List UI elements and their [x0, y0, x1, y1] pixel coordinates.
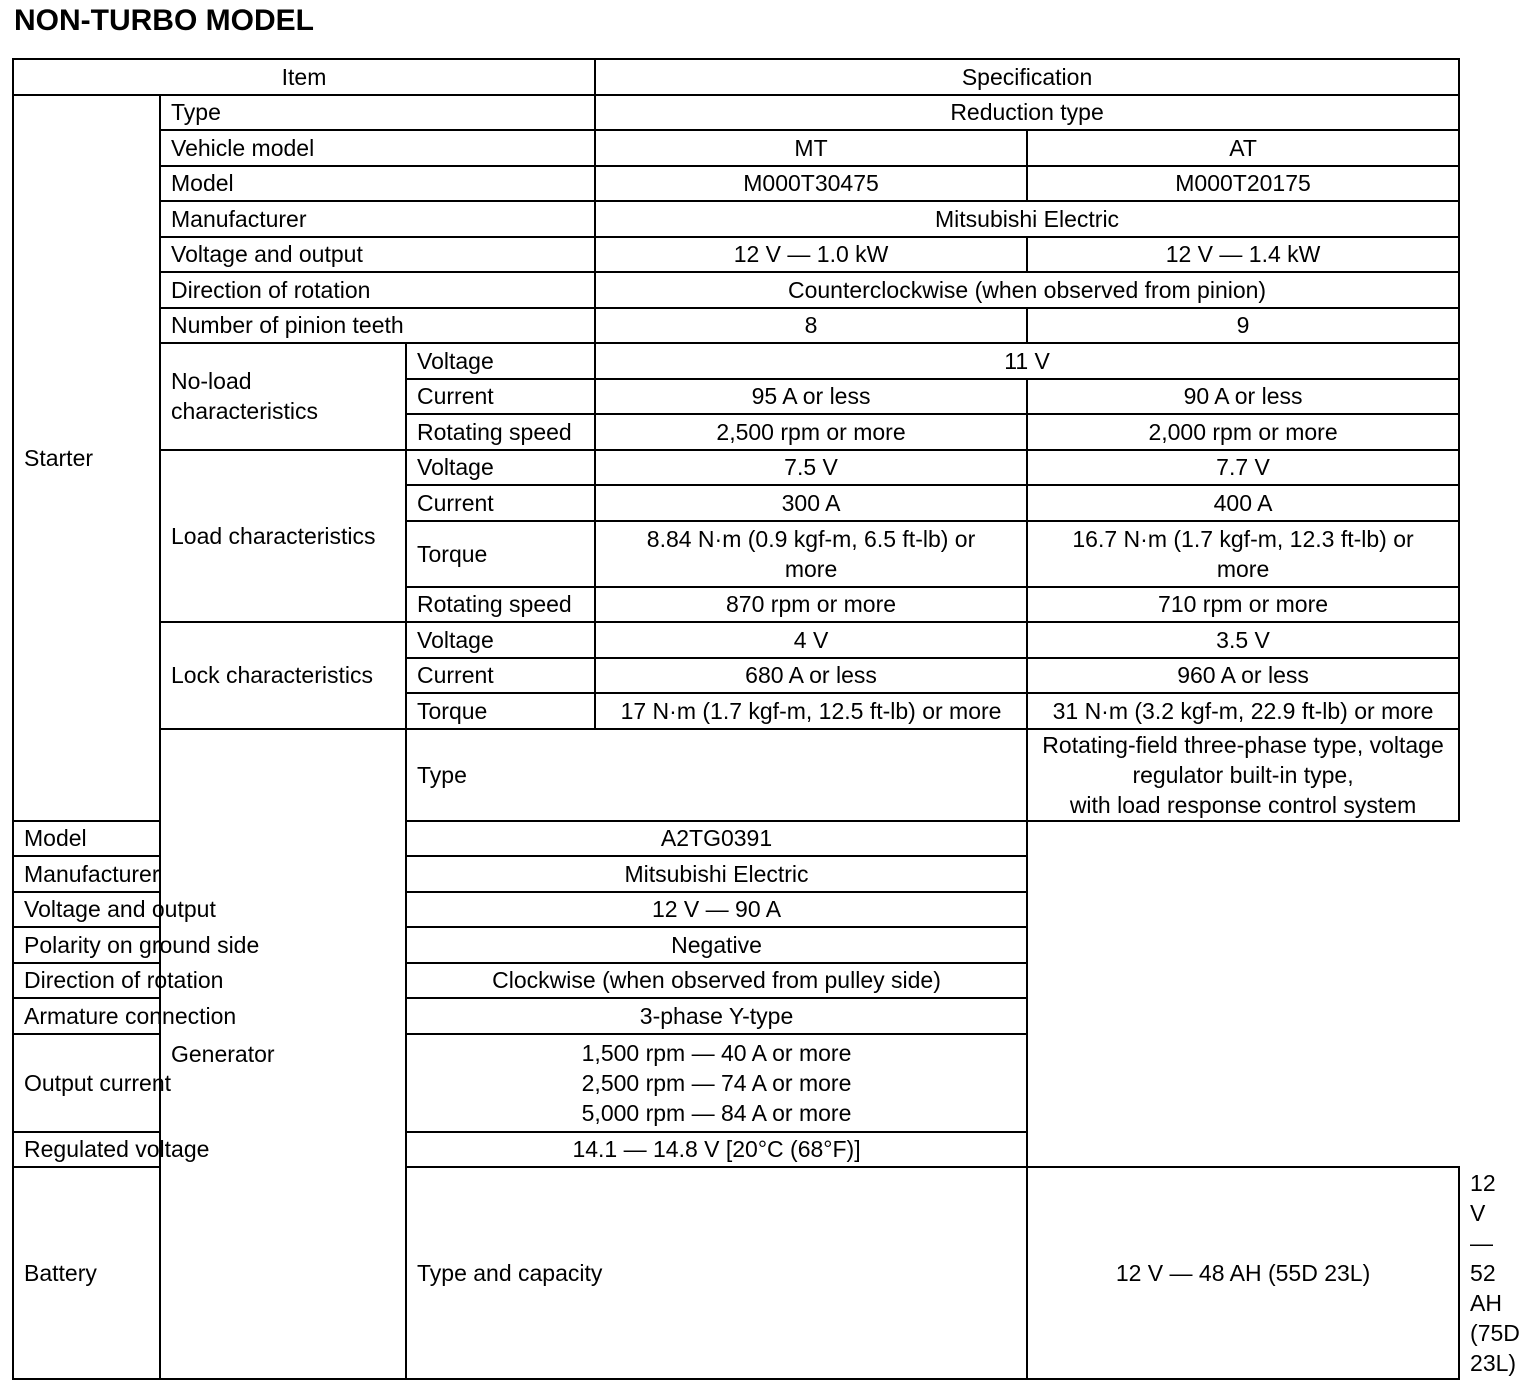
value-line: Rotating-field three-phase type, voltage regulator built-in type, — [1042, 731, 1444, 788]
spec-value-mt: 300 A — [595, 485, 1027, 521]
spec-value-mt: 8 — [595, 308, 1027, 344]
group-load: Load characteristics — [160, 450, 406, 623]
section-starter: Starter — [13, 95, 160, 821]
section-generator: Generator — [160, 729, 406, 1380]
row-label: Voltage — [406, 622, 595, 658]
spec-value: Reduction type — [595, 95, 1459, 131]
spec-value-mt: 870 rpm or more — [595, 587, 1027, 623]
row-label: Voltage and output — [160, 237, 595, 273]
row-label: Direction of rotation — [13, 963, 406, 999]
spec-value: Counterclockwise (when observed from pinion) — [595, 272, 1459, 308]
table-row — [13, 998, 1459, 1034]
header-item: Item — [13, 59, 595, 95]
spec-value-mt: 17 N·m (1.7 kgf-m, 12.5 ft-lb) or more — [595, 693, 1027, 729]
spec-value: 12 V — 90 A — [406, 892, 1027, 928]
spec-value-at: 12 V — 1.4 kW — [1027, 237, 1459, 273]
value-line: with load response control system — [1069, 791, 1417, 818]
row-label: Direction of rotation — [160, 272, 595, 308]
spec-value — [406, 1034, 1027, 1132]
spec-value-mt: 7.5 V — [595, 450, 1027, 486]
page-title: NON-TURBO MODEL — [14, 4, 314, 37]
spec-value-at: 710 rpm or more — [1027, 587, 1459, 623]
section-battery: Battery — [13, 1167, 160, 1379]
row-label: Type — [406, 729, 1027, 821]
row-label: Model — [160, 166, 595, 202]
spec-value-mt: 95 A or less — [595, 379, 1027, 415]
row-label: Number of pinion teeth — [160, 308, 595, 344]
spec-value: Mitsubishi Electric — [595, 201, 1459, 237]
row-label: Vehicle model — [160, 130, 595, 166]
row-label: Manufacturer — [160, 201, 595, 237]
value-line: more — [784, 555, 838, 582]
row-label: Current — [406, 485, 595, 521]
spec-value: Mitsubishi Electric — [406, 856, 1027, 892]
table-row — [13, 622, 1459, 658]
table-row — [13, 821, 1459, 857]
row-label: Regulated voltage — [13, 1132, 406, 1168]
row-label: Type — [160, 95, 595, 131]
value-line: more — [1216, 555, 1270, 582]
spec-value-mt: 12 V — 48 AH (55D 23L) — [1027, 1167, 1459, 1379]
group-label-line: No-load — [171, 368, 252, 395]
spec-value: 14.1 — 14.8 V [20°C (68°F)] — [406, 1132, 1027, 1168]
row-label: Current — [406, 658, 595, 694]
value-line: 2,500 rpm — 74 A or more — [581, 1069, 852, 1096]
value-line: 1,500 rpm — 40 A or more — [581, 1039, 852, 1066]
table-header-row — [13, 59, 1459, 95]
group-no-load — [160, 343, 406, 450]
table-row — [13, 450, 1459, 486]
spec-value-mt: 12 V — 1.0 kW — [595, 237, 1027, 273]
spec-value-mt: M000T30475 — [595, 166, 1027, 202]
header-specification: Specification — [595, 59, 1459, 95]
table-row — [13, 963, 1459, 999]
spec-value-at: 31 N·m (3.2 kgf-m, 22.9 ft-lb) or more — [1027, 693, 1459, 729]
spec-value-at: 3.5 V — [1027, 622, 1459, 658]
table-row — [13, 927, 1459, 963]
spec-value-at: 7.7 V — [1027, 450, 1459, 486]
spec-value-mt: MT — [595, 130, 1027, 166]
table-row — [13, 892, 1459, 928]
spec-value-mt: 680 A or less — [595, 658, 1027, 694]
spec-value: 11 V — [595, 343, 1459, 379]
row-label: Voltage — [406, 343, 595, 379]
table-row — [13, 856, 1459, 892]
table-row — [13, 1132, 1459, 1168]
table-row — [13, 272, 1459, 308]
spec-value: Negative — [406, 927, 1027, 963]
spec-value: A2TG0391 — [406, 821, 1027, 857]
row-label: Armature connection — [13, 998, 406, 1034]
value-line: 8.84 N·m (0.9 kgf-m, 6.5 ft-lb) or — [646, 525, 976, 552]
row-label: Voltage — [406, 450, 595, 486]
row-label: Current — [406, 379, 595, 415]
spec-value-at — [1027, 521, 1459, 587]
row-label: Rotating speed — [406, 587, 595, 623]
spec-value-at: 2,000 rpm or more — [1027, 414, 1459, 450]
spec-value — [1027, 729, 1459, 821]
table-row — [13, 201, 1459, 237]
spec-value-mt: 4 V — [595, 622, 1027, 658]
spec-value-at: 400 A — [1027, 485, 1459, 521]
spec-value: 3-phase Y-type — [406, 998, 1027, 1034]
group-label-line: characteristics — [171, 398, 318, 425]
specification-table — [12, 58, 1520, 1380]
row-label: Rotating speed — [406, 414, 595, 450]
row-label: Polarity on ground side — [13, 927, 406, 963]
table-row — [13, 308, 1459, 344]
spec-value: Clockwise (when observed from pulley side) — [406, 963, 1027, 999]
table-row — [13, 237, 1459, 273]
table-row — [13, 166, 1459, 202]
row-label: Output current — [13, 1034, 406, 1132]
spec-value-at: M000T20175 — [1027, 166, 1459, 202]
row-label: Manufacturer — [13, 856, 406, 892]
value-line: 16.7 N·m (1.7 kgf-m, 12.3 ft-lb) or — [1072, 525, 1414, 552]
value-line: 5,000 rpm — 84 A or more — [581, 1099, 852, 1126]
spec-value-at: 960 A or less — [1027, 658, 1459, 694]
row-label: Torque — [406, 521, 595, 587]
row-label: Model — [13, 821, 406, 857]
row-label: Torque — [406, 693, 595, 729]
row-label: Type and capacity — [406, 1167, 1027, 1379]
table-row: Battery Type and capacity 12 V — 48 AH (55D 23L) 12 V — 52 AH (75D 23L) — [13, 1167, 1459, 1379]
spec-value-mt — [595, 521, 1027, 587]
spec-value-at: 9 — [1027, 308, 1459, 344]
table-row — [13, 130, 1459, 166]
group-lock: Lock characteristics — [160, 622, 406, 729]
table-row — [13, 729, 1459, 821]
spec-value-at: 90 A or less — [1027, 379, 1459, 415]
table-row — [13, 95, 1459, 131]
spec-value-mt: 2,500 rpm or more — [595, 414, 1027, 450]
table-row — [13, 343, 1459, 379]
row-label: Voltage and output — [13, 892, 406, 928]
spec-value-at: AT — [1027, 130, 1459, 166]
